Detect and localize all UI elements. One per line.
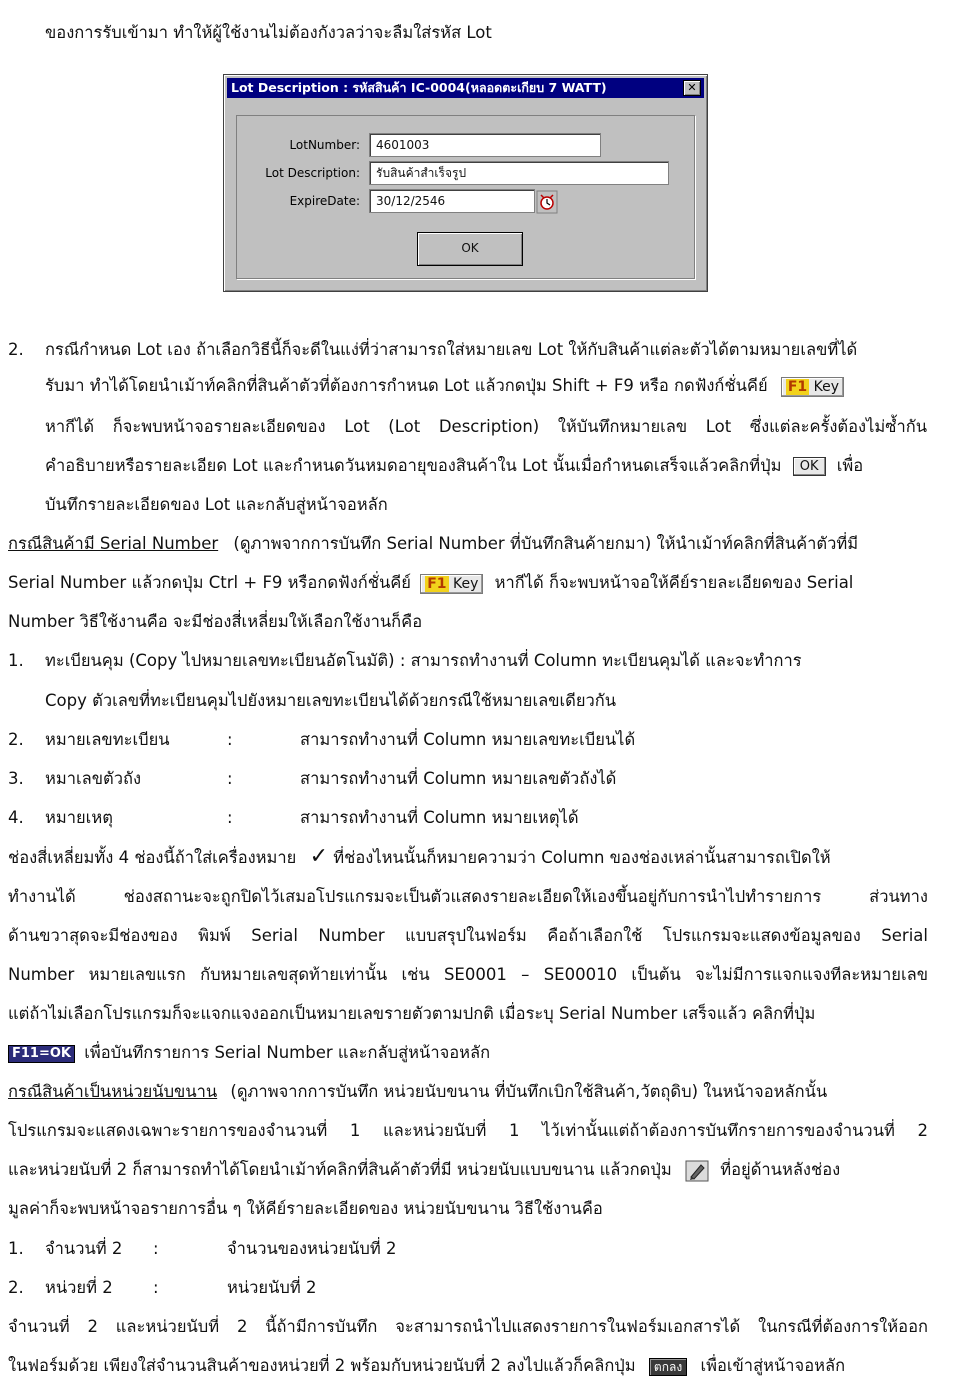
sec2-line-2-text: รับมา ทำได้โดยนำเม้าท์คลิกที่สินค้าตัวที่ต้องการกำหนด Lot แล้วกดปุ่ม Shift + F9 หรือ กดฟังก์ชั่นคีย์ [45, 376, 768, 395]
serial-item-1-num: 1. [8, 651, 24, 670]
serial-para-1-b: ที่ช่องไหนนั้นก็หมายความว่า Column ของช่องเหล่านั้นสามารถเปิดให้ [333, 848, 831, 867]
f11-ok-key-icon: F11=OK [8, 1045, 75, 1063]
serial-para-5: แต่ถ้าไม่เลือกโปรแกรมก็จะแจกแจงออกเป็นหมายเลขรายตัวตามปกติ เมื่อระบุ Serial Number เสร็จแล้ว คลิกที่ปุ่ม [8, 1004, 816, 1023]
serial-item-3-num: 3. [8, 769, 24, 788]
sec2-line-4-tail: เพื่อ [836, 456, 864, 475]
serial-para-6 [8, 1042, 490, 1064]
intro-line: ของการรับเข้ามา ทำให้ผู้ใช้งานไม่ต้องกังวลว่าจะลืมใส่รหัส Lot [45, 23, 492, 42]
sec2-line-5: บันทึกรายละเอียดของ Lot และกลับสู่หน้าจอหลัก [45, 495, 388, 514]
lot-description-label: Lot Description: [265, 166, 360, 180]
serial-para-1 [8, 846, 928, 869]
lot-number-label: LotNumber: [289, 138, 360, 152]
unit-para-2-tail: เพื่อเข้าสู่หน้าจอหลัก [700, 1356, 846, 1375]
serial-item-3-sep: : [227, 769, 233, 788]
unit-item-2-num: 2. [8, 1278, 24, 1297]
unit-line-1 [8, 1081, 928, 1103]
unit-line-3 [8, 1159, 928, 1182]
serial-item-1-cont: Copy ตัวเลขที่ทะเบียนคุมไปยังหมายเลขทะเบียนได้ด้วยกรณีใช้หมายเลขเดียวกัน [45, 691, 617, 710]
checkmark-icon: ✓ [309, 844, 329, 869]
unit-item-2-label: หน่วยที่ 2 [45, 1278, 113, 1297]
sec2-number: 2. [8, 340, 24, 359]
calendar-icon[interactable] [536, 190, 558, 214]
sec2-line-2 [45, 375, 844, 397]
serial-item-4-sep: : [227, 808, 233, 827]
unit-line-4: มูลค่าก็จะพบหน้าจอรายการอื่น ๆ ให้คีย์รายละเอียดของ หน่วยนับขนาน วิธีใช้งานคือ [8, 1199, 603, 1218]
serial-item-2-label: หมายเลขทะเบียน [45, 730, 170, 749]
unit-line-1-text: (ดูภาพจากการบันทึก หน่วยนับขนาน ที่บันทึกเบิกใช้สินค้า,วัตถุดิบ) ในหน้าจอหลักนั้น [230, 1082, 828, 1101]
expire-date-label: ExpireDate: [289, 194, 360, 208]
sec2-line-3: หากีได้ ก็จะพบหน้าจอรายละเอียดของ Lot (Lot Description) ให้บันทึกหมายเลข Lot ซึ่งแต่ละครั้งต้องไม่ซ้ำกัน [45, 417, 927, 436]
serial-item-2-sep: : [227, 730, 233, 749]
dialog-title: Lot Description : รหัสสินค้า IC-0004(หลอดตะเกียบ 7 WATT) [231, 80, 607, 95]
ok-key-icon: OK [793, 457, 826, 476]
lot-description-field[interactable]: รับสินค้าสำเร็จรูป [369, 161, 669, 185]
serial-para-6-text: เพื่อบันทึกรายการ Serial Number และกลับสู่หน้าจอหลัก [84, 1043, 491, 1062]
serial-line-2-tail: หากีได้ ก็จะพบหน้าจอให้คีย์รายละเอียดของ Serial [494, 573, 854, 592]
serial-heading: กรณีสินค้ามี Serial Number [8, 534, 219, 553]
lot-number-field[interactable]: 4601003 [369, 133, 601, 157]
unit-item-2-desc: หน่วยนับที่ 2 [227, 1278, 317, 1297]
unit-para-2-text: ในฟอร์มด้วย เพียงใส่จำนวนสินค้าของหน่วยที่ 2 พร้อมกับหน่วยนับที่ 2 ลงไปแล้วก็คลิกปุ่ม [8, 1356, 636, 1375]
serial-item-4-label: หมายเหตุ [45, 808, 113, 827]
serial-para-3: ด้านขวาสุดจะมีช่องของ พิมพ์ Serial Number แบบสรุปในฟอร์ม คือถ้าเลือกใช้ โปรแกรมจะแสดงข้อมูลของ Serial [8, 926, 928, 945]
unit-para-2 [8, 1355, 928, 1377]
unit-item-1-desc: จำนวนของหน่วยนับที่ 2 [227, 1239, 397, 1258]
serial-line-1-text: (ดูภาพจากการบันทึก Serial Number ที่บันทึกสินค้ายกมา) ให้นำเม้าท์คลิกที่สินค้าตัวที่มี [233, 534, 859, 553]
serial-line-2 [8, 572, 853, 594]
dialog-title-bar [227, 78, 704, 98]
serial-item-2-desc: สามารถทำงานที่ Column หมายเลขทะเบียนได้ [300, 730, 636, 749]
unit-heading: กรณีสินค้าเป็นหน่วยนับขนาน [8, 1082, 218, 1101]
ok-button[interactable]: OK [417, 232, 523, 266]
edit-icon [685, 1160, 709, 1182]
unit-line-3-tail: ที่อยู่ด้านหลังช่อง [720, 1160, 841, 1179]
unit-item-1-label: จำนวนที่ 2 [45, 1239, 123, 1258]
serial-line-3: Number วิธีใช้งานคือ จะมีช่องสี่เหลี่ยมให้เลือกใช้งานก็คือ [8, 612, 423, 631]
f1-key-icon: F1 Key [781, 377, 844, 397]
close-icon[interactable]: ✕ [683, 80, 701, 96]
unit-line-3-text: และหน่วยนับที่ 2 ก็สามารถทำได้โดยนำเม้าท์คลิกที่สินค้าตัวที่มี หน่วยนับแบบขนาน แล้วกดปุ่ม [8, 1160, 672, 1179]
serial-item-3-label: หมาเลขตัวถัง [45, 769, 142, 788]
unit-item-1-num: 1. [8, 1239, 24, 1258]
tok-key-icon: ตกลง [649, 1358, 687, 1376]
serial-item-4-num: 4. [8, 808, 24, 827]
expire-date-field[interactable]: 30/12/2546 [369, 189, 535, 213]
serial-item-2-num: 2. [8, 730, 24, 749]
sec2-line-4 [45, 455, 927, 477]
unit-para-1: จำนวนที่ 2 และหน่วยนับที่ 2 นี้ถ้ามีการบันทึก จะสามารถนำไปแสดงรายการในฟอร์มเอกสารได้ ในกรณีที่ต้องการให้ออก [8, 1317, 928, 1336]
f1-key-icon: F1 Key [420, 574, 483, 594]
lot-description-dialog [223, 74, 708, 292]
unit-item-2-sep: : [153, 1278, 159, 1297]
sec2-line-4-text: คำอธิบายหรือรายละเอียด Lot และกำหนดวันหมดอายุของสินค้าใน Lot นั้นเมื่อกำหนดเสร็จแล้วคลิกที่ปุ่ม [45, 456, 782, 475]
serial-para-1-a: ช่องสี่เหลี่ยมทั้ง 4 ช่องนี้ถ้าใส่เครื่องหมาย [8, 848, 297, 867]
unit-item-1-sep: : [153, 1239, 159, 1258]
unit-line-2: โปรแกรมจะแสดงเฉพาะรายการของจำนวนที่ 1 และหน่วยนับที่ 1 ไว้เท่านั้นแต่ถ้าต้องการบันทึกรายการของจำนวนที่ 2 [8, 1121, 928, 1140]
serial-line-1 [8, 533, 928, 555]
serial-item-4-desc: สามารถทำงานที่ Column หมายเหตุได้ [300, 808, 579, 827]
serial-para-2: ทำงานได้ ช่องสถานะจะถูกปิดไว้เสมอโปรแกรมจะเป็นตัวแสดงรายละเอียดให้เองขึ้นอยู่กับการนำไปทำรายการ ส่วนทาง [8, 887, 928, 906]
serial-item-1-text: ทะเบียนคุม (Copy ไปหมายเลขทะเบียนอัตโนมัติ) : สามารถทำงานที่ Column ทะเบียนคุมได้ และจะทำการ [45, 651, 802, 670]
sec2-line-1: กรณีกำหนด Lot เอง ถ้าเลือกวิธีนี้ก็จะดีในแง่ที่ว่าสามารถใส่หมายเลข Lot ให้กับสินค้าแต่ละตัวได้ตามหมายเลขที่ได้ [45, 340, 858, 359]
serial-line-2-text: Serial Number แล้วกดปุ่ม Ctrl + F9 หรือกดฟังก์ชั่นคีย์ [8, 573, 411, 592]
serial-item-3-desc: สามารถทำงานที่ Column หมายเลขตัวถังได้ [300, 769, 617, 788]
serial-para-4: Number หมายเลขแรก กับหมายเลขสุดท้ายเท่านั้น เช่น SE0001 – SE00010 เป็นต้น จะไม่มีการแจกแจงทีละหมายเลข [8, 965, 928, 984]
